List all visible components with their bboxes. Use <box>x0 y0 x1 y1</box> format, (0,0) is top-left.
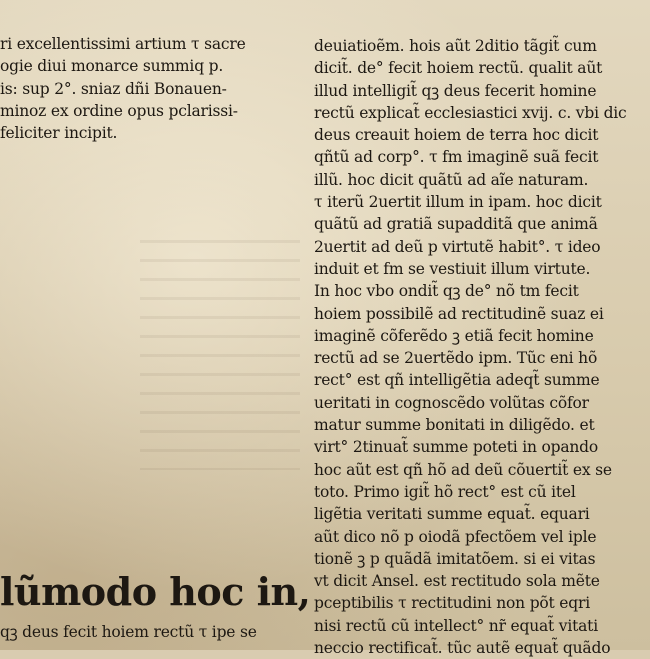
text-line: matur summe bonitati in diligẽdo. et <box>314 416 595 435</box>
text-line: nisi rectũ cũ intellect° nr̃ equat̃ vitati <box>314 616 598 635</box>
show-through-text <box>140 240 300 470</box>
text-line: illud intelligit̃ qꝫ deus fecerit homine <box>314 81 597 100</box>
text-line: qꝫ deus fecit hoiem rectũ τ ipe se <box>0 623 257 641</box>
text-line: toto. Primo igit̃ hõ rect° est cũ itel <box>314 482 576 501</box>
text-line: 2uertit ad deũ p virtutẽ habit°. τ ideo <box>314 237 601 256</box>
text-line: vt dicit Ansel. est rectitudo sola mẽte <box>314 572 600 591</box>
section-heading: lũmodo hoc in, <box>0 569 311 614</box>
text-line: quãtũ ad gratiã supadditã que animã <box>314 215 598 234</box>
text-line: illũ. hoc dicit quãtũ ad aĩe naturam. <box>314 170 589 189</box>
text-line: τ iterũ 2uertit illum in ipam. hoc dicit <box>314 193 602 212</box>
text-line: rect° est qñ intelligẽtia adeqt̃ summe <box>314 371 600 390</box>
text-line: deus creauit hoiem de terra hoc dicit <box>314 126 599 145</box>
text-line: rectũ explicat̃ ecclesiastici xvij. c. vbi dic <box>314 103 627 122</box>
text-line: minoz ex ordine opus pclarissi- <box>0 101 238 120</box>
text-line: aũt dico nõ p oiodã pfectõem vel iple <box>314 527 597 546</box>
left-lower-text <box>0 621 270 643</box>
text-line: induit et fm se vestiuit illum virtute. <box>314 259 591 278</box>
right-column-text <box>314 35 650 659</box>
text-line: ligẽtia veritati summe equat̃. equari <box>314 505 590 524</box>
text-line: imaginẽ cõferẽdo ꝫ etiã fecit homine <box>314 326 594 345</box>
text-line: dicit̃. de° fecit hoiem rectũ. qualit aũt <box>314 59 603 78</box>
text-line: In hoc vbo ondit̃ qꝫ de° nõ tm fecit <box>314 282 579 301</box>
text-line: pceptibilis τ rectitudini non põt eqri <box>314 594 590 613</box>
text-line: is: sup 2°. sniaz dñi Bonauen- <box>0 79 227 98</box>
text-line: deuiatioẽm. hois aũt 2ditio tãgit̃ cum <box>314 37 597 55</box>
text-line: ogie diui monarce summiq p. <box>0 57 224 76</box>
text-line: feliciter incipit. <box>0 124 118 143</box>
text-line: ueritati in cognoscẽdo volũtas cõfor <box>314 393 589 412</box>
left-column-text <box>0 33 270 144</box>
text-line: ri excellentissimi artium τ sacre <box>0 35 246 53</box>
text-line: tionẽ ꝫ p quãdã imitatõem. si ei vitas <box>314 549 596 568</box>
text-line: rectũ ad se 2uertẽdo ipm. Tũc eni hõ <box>314 349 598 368</box>
text-line: neccio rectificat̃. tũc autẽ equat̃ quãdo <box>314 639 611 658</box>
text-line: hoc aũt est qñ hõ ad deũ cõuertit̃ ex se <box>314 460 612 479</box>
text-line: virt° 2tinuat̃ summe poteti in opando <box>314 438 599 457</box>
text-line: qñtũ ad corp°. τ fm imaginẽ suã fecit <box>314 148 599 167</box>
text-line: hoiem possibilẽ ad rectitudinẽ suaz ei <box>314 304 604 323</box>
